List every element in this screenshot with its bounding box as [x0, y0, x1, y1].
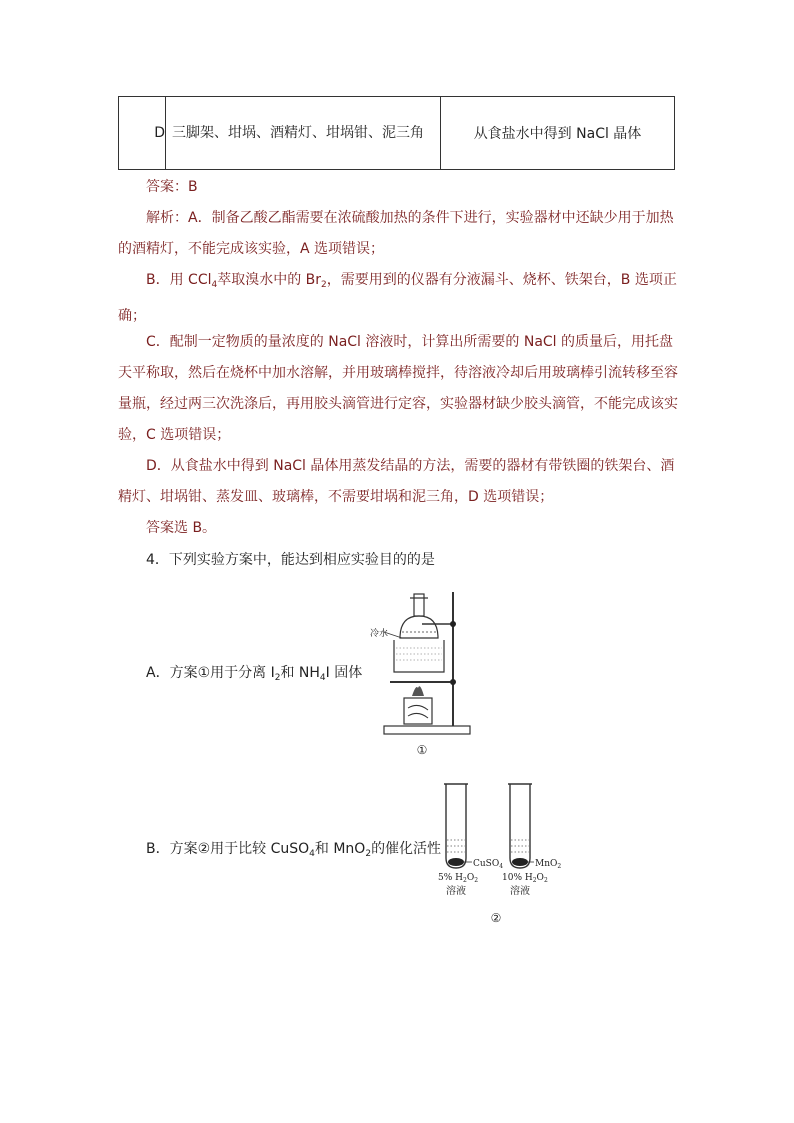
svg-text:10% H2O2: 10% $H_2O_2$	[502, 873, 548, 884]
equipment-cell: 三脚架、坩埚、酒精灯、坩埚钳、泥三角	[166, 97, 441, 170]
option-a: A．方案①用于分离 $I_2$和 $NH_4I$ 固体	[146, 665, 363, 683]
option-b: B．方案②用于比较 CuSO$_4$和 MnO$_2$的催化活性	[146, 841, 442, 859]
question-4-stem: 4．下列实验方案中，能达到相应实验目的的是	[146, 552, 435, 568]
svg-text:MnO2: MnO$_2$	[535, 859, 562, 870]
purpose-cell: 从食盐水中得到 NaCl 晶体	[441, 97, 675, 170]
svg-text:5% H2O2: 5% $H_2O_2$	[438, 873, 479, 884]
figure-1-number: ①	[416, 743, 428, 757]
analysis-c: C．配制一定物质的量浓度的 NaCl 溶液时，计算出所需要的 NaCl 的质量后，用托盘天平称取，然后在烧杯中加水溶解，并用玻璃棒搅拌，待溶液冷却后用玻璃棒引流转移至容量瓶，经过两三次洗涤后，再用胶头滴管进行定容，实验器材缺少胶头滴管，不能完成该实验，C 选项错误；	[118, 334, 678, 443]
figure-2-number: ②	[490, 911, 502, 925]
analysis-d: D．从食盐水中得到 NaCl 晶体用蒸发结晶的方法，需要的器材有带铁圈的铁架台、酒精灯、坩埚钳、蒸发皿、玻璃棒，不需要坩埚和泥三角，D 选项错误；	[118, 458, 675, 505]
option-table	[118, 96, 675, 170]
svg-text:溶液: 溶液	[446, 886, 466, 897]
final-answer: 答案选 B。	[146, 520, 217, 536]
answer-text: 答案：B	[146, 179, 198, 195]
cold-water-label: 冷水	[370, 629, 389, 639]
table-row	[119, 97, 675, 170]
sublimation-apparatus-figure	[360, 586, 480, 762]
catalyst-test-tubes-figure	[436, 780, 576, 930]
svg-text:溶液: 溶液	[510, 886, 530, 897]
analysis-a: 解析：A．制备乙酸乙酯需要在浓硫酸加热的条件下进行，实验器材中还缺少用于加热的酒精灯，不能完成该实验，A 选项错误；	[118, 210, 674, 257]
answer-line	[118, 172, 678, 203]
row-label: D	[119, 97, 166, 170]
analysis-b: B．用 CCl$_4$萃取溴水中的 $Br_2$，需要用到的仪器有分液漏斗、烧杯、铁架台，B 选项正确；	[118, 272, 677, 324]
svg-text:CuSO4: CuSO$_4$	[473, 859, 504, 870]
